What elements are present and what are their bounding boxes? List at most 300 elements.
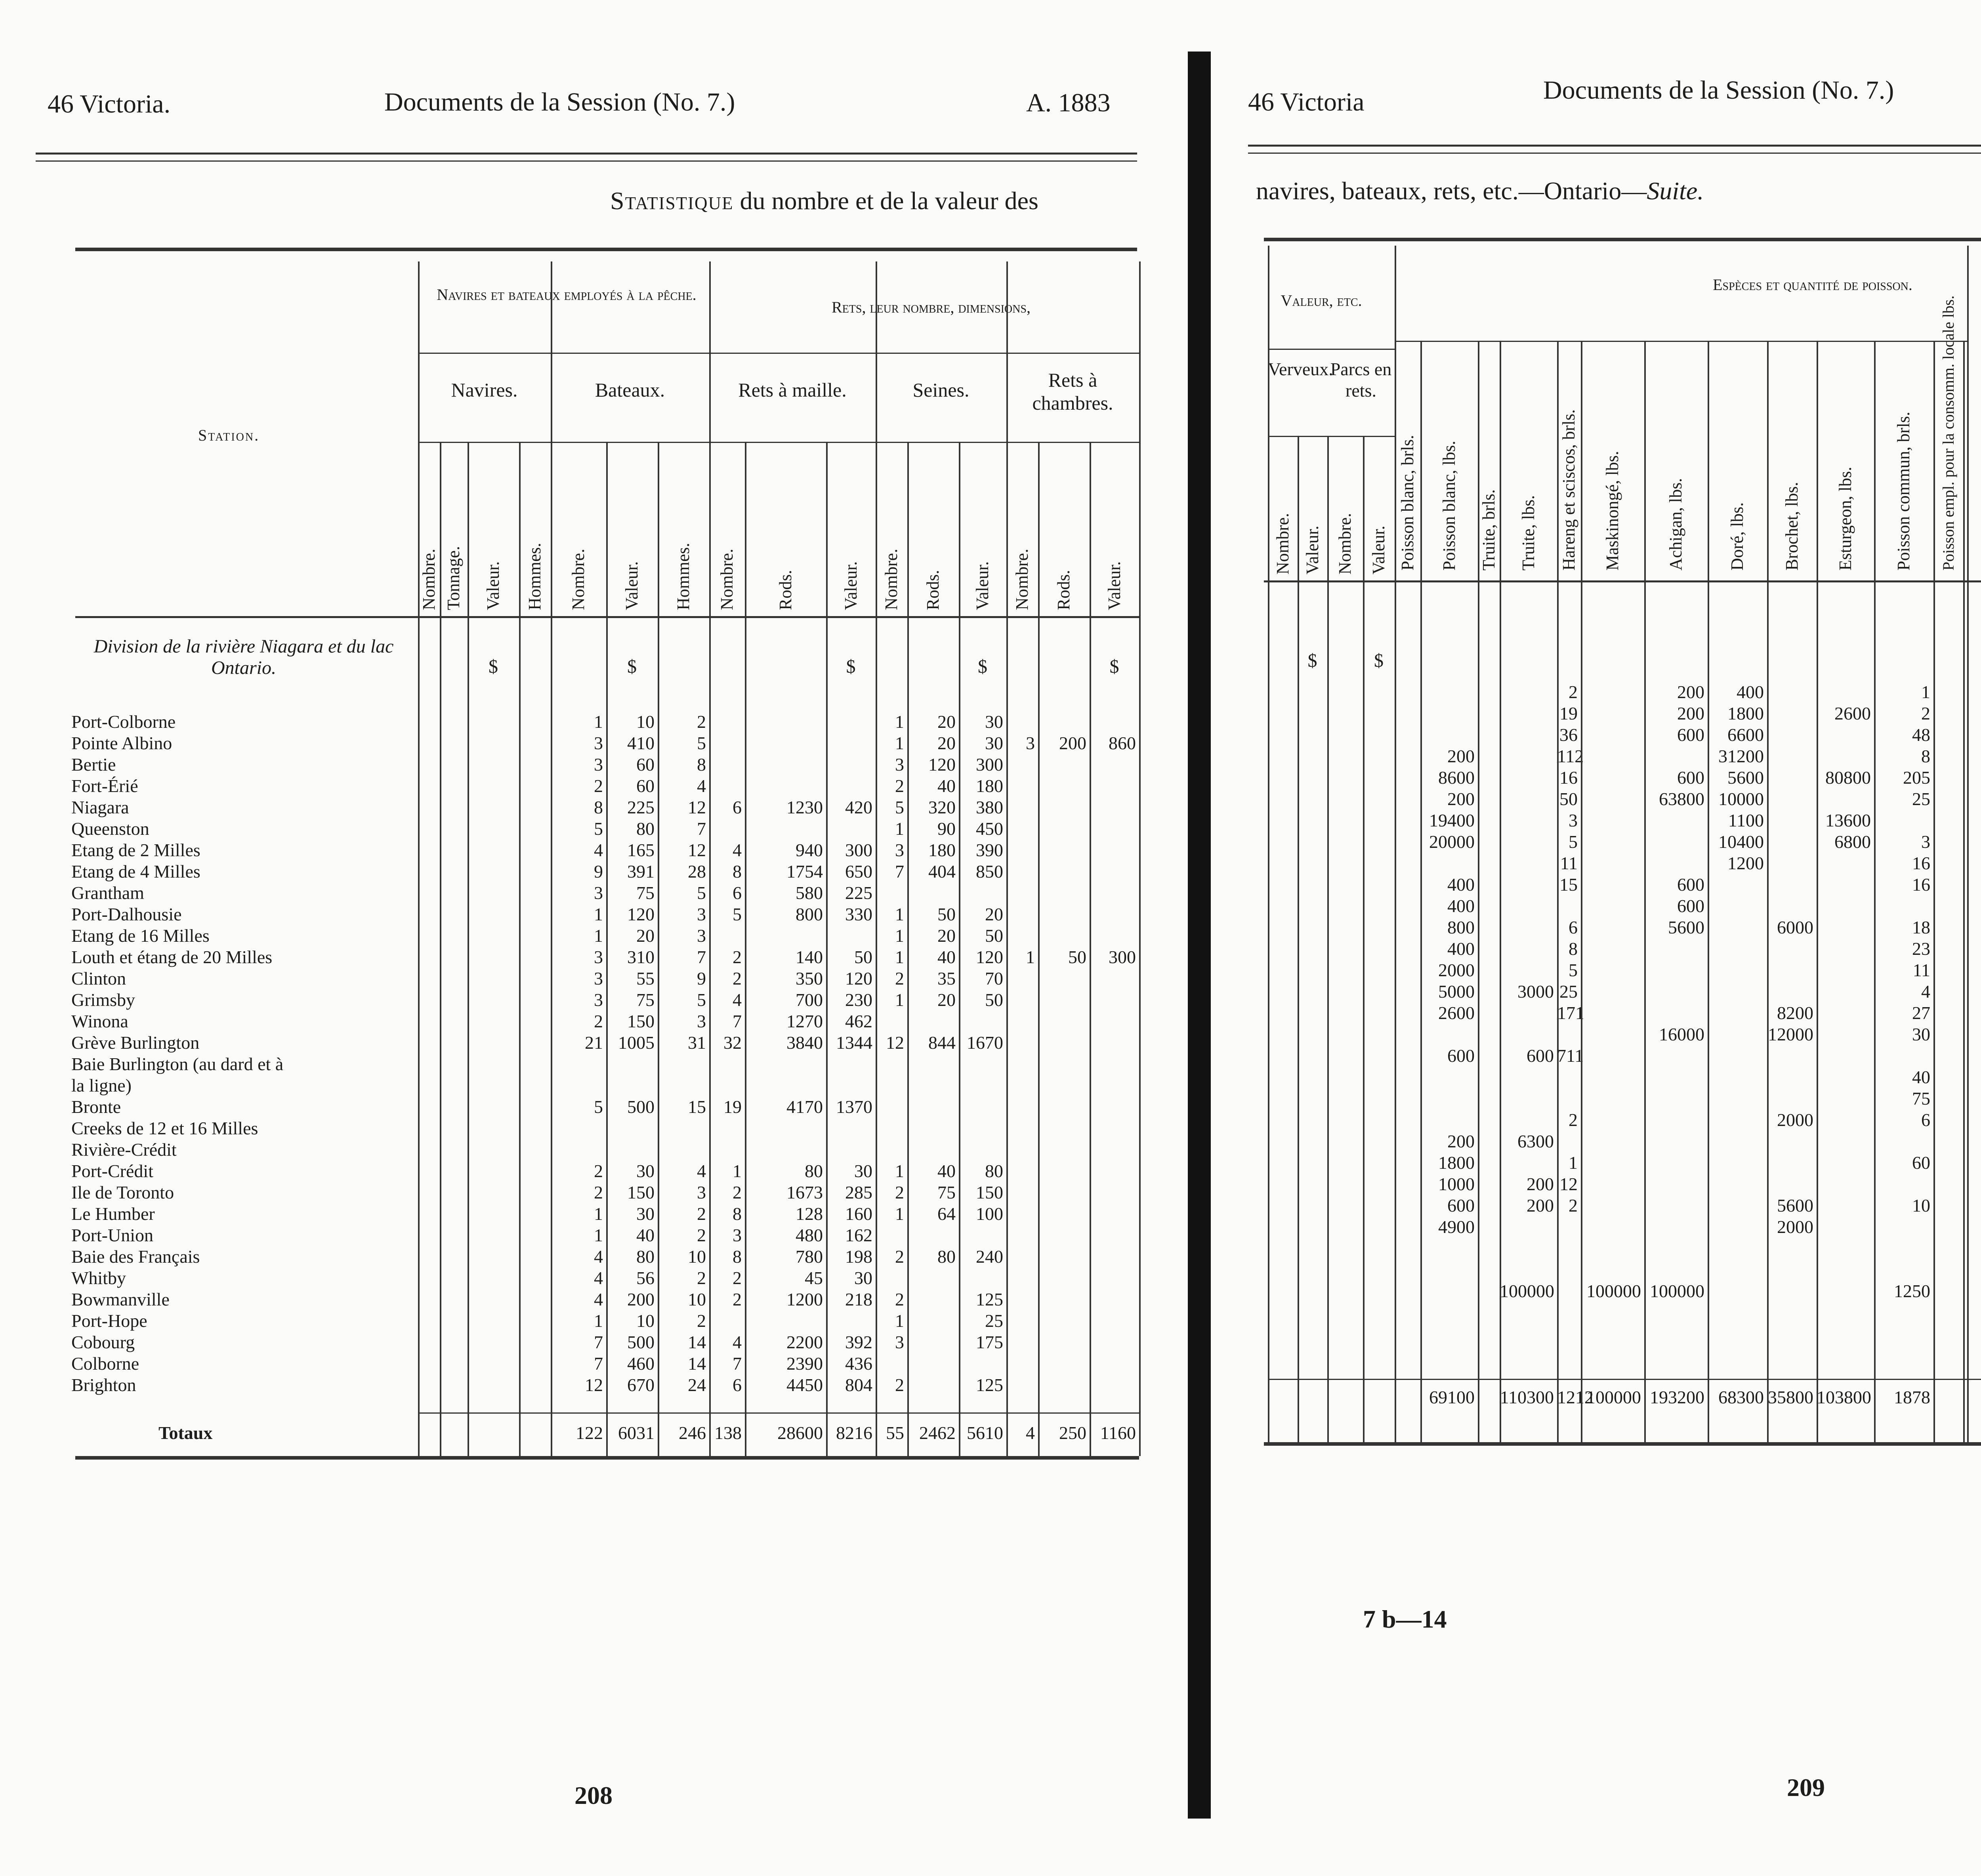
cell-value: 2 [1569, 1195, 1578, 1216]
total-value [1967, 1387, 1981, 1408]
cell-value [1874, 1216, 1930, 1238]
cell-value [1767, 831, 1813, 853]
cell-value [1395, 1281, 1417, 1302]
cell-value [1038, 1118, 1086, 1139]
cell-value [1395, 981, 1417, 1002]
cell-value [1395, 1024, 1417, 1045]
cell-value [418, 1289, 437, 1310]
cell-value [418, 1053, 437, 1075]
cell-value [1478, 1088, 1496, 1109]
cell-value: 15 [688, 1097, 706, 1117]
cell-value [1363, 981, 1391, 1002]
cell-value: 12 [688, 797, 706, 817]
cell-value [1817, 1067, 1871, 1088]
cell-value [1090, 1289, 1136, 1310]
cell-value [1363, 1109, 1391, 1131]
cell-value: 800 [1447, 917, 1475, 937]
group-rule [418, 353, 1139, 354]
cell-value [1006, 1075, 1035, 1096]
cell-value [468, 754, 516, 775]
station-header: Station. [198, 426, 260, 444]
cell-value: 75 [636, 990, 655, 1010]
cell-value: 300 [845, 840, 872, 860]
col-rule [1644, 341, 1646, 1442]
cell-value [1298, 724, 1324, 746]
cell-value [1327, 938, 1360, 960]
cell-value [1090, 882, 1136, 904]
cell-value [1038, 989, 1086, 1011]
cell-value [1644, 1195, 1704, 1216]
cell-value [1933, 746, 1960, 767]
cell-value [418, 1160, 437, 1182]
header-bottom-rule [1264, 580, 1981, 582]
cell-value [1327, 1045, 1360, 1067]
cell-value: 3 [895, 754, 904, 775]
cell-value [1090, 1374, 1136, 1396]
cell-value [1767, 1323, 1813, 1345]
cell-value [440, 904, 464, 925]
cell-value [745, 754, 823, 775]
cell-value [1581, 1302, 1641, 1323]
cell-value: 1 [895, 947, 904, 967]
cell-value [519, 840, 548, 861]
cell-value: 2000 [1777, 1110, 1813, 1130]
cell-value [1767, 703, 1813, 724]
cell-value [1933, 853, 1960, 874]
cell-value [1817, 1259, 1871, 1281]
cell-value [1363, 1002, 1391, 1024]
station-name: Baie des Français [71, 1246, 200, 1267]
cell-value [1933, 1387, 1960, 1408]
cell-value [440, 925, 464, 947]
cell-value [1478, 1259, 1496, 1281]
cell-value [468, 1011, 516, 1032]
cell-value [418, 947, 437, 968]
cell-value [745, 1075, 823, 1096]
station-name: Fort-Érié [71, 776, 138, 796]
cell-value: 150 [976, 1182, 1003, 1202]
running-head-year: A. 1883 [1026, 88, 1111, 117]
cell-value [468, 1374, 516, 1396]
cell-value: 45 [805, 1268, 823, 1288]
cell-value [1038, 968, 1086, 989]
cell-value [440, 1289, 464, 1310]
cell-value [440, 1032, 464, 1053]
column-header: Truite, lbs. [1518, 495, 1538, 571]
cell-value [959, 1139, 1003, 1160]
cell-value: 3 [895, 1332, 904, 1352]
cell-value [1933, 1024, 1960, 1045]
cell-value [826, 754, 872, 775]
cell-value [1500, 703, 1554, 724]
cell-value [1395, 853, 1417, 874]
cell-value: 1 [594, 1311, 603, 1331]
cell-value: 10 [1912, 1195, 1930, 1216]
cell-value: 12 [886, 1032, 904, 1053]
cell-value [745, 818, 823, 840]
station-name: Etang de 2 Milles [71, 840, 200, 860]
cell-value [440, 1374, 464, 1396]
cell-value [418, 1353, 437, 1374]
cell-value: 580 [796, 883, 823, 903]
cell-value [468, 1118, 516, 1139]
cell-value [1500, 1323, 1554, 1345]
cell-value [1708, 1281, 1764, 1302]
dollar-sign: $ [1374, 650, 1384, 671]
station-name: Port-Crédit [71, 1161, 153, 1181]
column-header: Valeur. [483, 561, 503, 610]
cell-value: 11 [1560, 853, 1578, 873]
cell-value [1708, 1067, 1764, 1088]
subgroup-label: Rets à chambres. [1032, 369, 1113, 414]
cell-value: 3 [594, 947, 603, 967]
cell-value [1395, 703, 1417, 724]
cell-value [1090, 1310, 1136, 1332]
cell-value [440, 1053, 464, 1075]
cell-value [1006, 882, 1035, 904]
cell-value [468, 1182, 516, 1203]
cell-value [959, 1353, 1003, 1374]
running-head-title: Documents de la Session (No. 7.) [1543, 76, 1894, 105]
cell-value [1038, 1246, 1086, 1267]
cell-value [1327, 1302, 1360, 1323]
cell-value [519, 711, 548, 733]
cell-value [1038, 904, 1086, 925]
cell-value: 225 [627, 797, 655, 817]
cell-value: 500 [627, 1097, 655, 1117]
cell-value [709, 711, 742, 733]
cell-value [1708, 1002, 1764, 1024]
cell-value: 2 [1921, 703, 1930, 723]
cell-value [1006, 1374, 1035, 1396]
cell-value [1038, 1353, 1086, 1374]
page-number-right: 209 [1787, 1773, 1825, 1802]
cell-value [876, 882, 904, 904]
cell-value: 198 [845, 1246, 872, 1267]
cell-value: 2462 [919, 1423, 956, 1443]
cell-value [1006, 818, 1035, 840]
cell-value: 1 [594, 712, 603, 732]
cell-value [1006, 1225, 1035, 1246]
cell-value [1363, 1088, 1391, 1109]
cell-value: 2 [1569, 682, 1578, 702]
cell-value [1327, 1131, 1360, 1152]
cell-value: 8216 [836, 1423, 872, 1443]
cell-value [1090, 797, 1136, 818]
cell-value: 2 [733, 1182, 742, 1202]
cell-value [1478, 981, 1496, 1002]
cell-value: 128 [796, 1204, 823, 1224]
cell-value: 205 [1903, 767, 1930, 788]
column-header: Poisson empl. pour la consomm. locale lbs. [1939, 295, 1957, 571]
cell-value: 8 [697, 754, 706, 775]
cell-value [1708, 1259, 1764, 1281]
cell-value [1327, 874, 1360, 895]
cell-value: 2600 [1438, 1003, 1475, 1023]
cell-value: 40 [937, 947, 956, 967]
cell-value [1006, 1310, 1035, 1332]
station-name: Queenston [71, 819, 149, 839]
cell-value [440, 1310, 464, 1332]
cell-value [1268, 703, 1294, 724]
cell-value: 1754 [786, 861, 823, 882]
cell-value [1006, 1246, 1035, 1267]
column-header: Poisson blanc, brls. [1397, 435, 1417, 571]
cell-value [519, 904, 548, 925]
cell-value [1038, 1310, 1086, 1332]
col-rule [440, 442, 441, 1456]
cell-value: 10 [636, 712, 655, 732]
cell-value [1006, 797, 1035, 818]
cell-value [1363, 703, 1391, 724]
station-name: Etang de 16 Milles [71, 926, 210, 946]
cell-value [440, 1182, 464, 1203]
cell-value: 392 [845, 1332, 872, 1352]
column-header: Rods. [775, 570, 795, 610]
cell-value: 436 [845, 1353, 872, 1374]
cell-value: 5 [895, 797, 904, 817]
cell-value [1090, 1011, 1136, 1032]
cell-value [1268, 938, 1294, 960]
cell-value [1708, 917, 1764, 938]
cell-value [1298, 788, 1324, 810]
cell-value [519, 1032, 548, 1053]
cell-value [1933, 1281, 1960, 1302]
cell-value [1298, 1152, 1324, 1174]
cell-value [1038, 1289, 1086, 1310]
cell-value: 390 [976, 840, 1003, 860]
cell-value [1557, 1281, 1578, 1302]
cell-value [1268, 917, 1294, 938]
cell-value: 1 [594, 1204, 603, 1224]
cell-value [1090, 1225, 1136, 1246]
cell-value: 200 [1447, 1131, 1475, 1151]
cell-value [1644, 1045, 1704, 1067]
cell-value [709, 1053, 742, 1075]
cell-value [440, 733, 464, 754]
cell-value [1395, 1259, 1417, 1281]
cell-value [1500, 1002, 1554, 1024]
cell-value [418, 1267, 437, 1289]
cell-value [1038, 1096, 1086, 1118]
subgroup-label: Verveux. [1268, 359, 1333, 379]
cell-value: 10 [688, 1289, 706, 1309]
cell-value: 6000 [1777, 917, 1813, 937]
cell-value [418, 733, 437, 754]
cell-value [1644, 1152, 1704, 1174]
cell-value [1038, 1160, 1086, 1182]
cell-value [1420, 724, 1475, 746]
cell-value [1767, 1045, 1813, 1067]
col-rule [658, 442, 659, 1456]
total-value [1967, 681, 1981, 703]
cell-value: 1 [895, 990, 904, 1010]
cell-value: 103800 [1817, 1387, 1871, 1407]
cell-value [1038, 840, 1086, 861]
cell-value: 1 [895, 1311, 904, 1331]
cell-value: 120 [928, 754, 956, 775]
cell-value [1006, 1267, 1035, 1289]
cell-value [1090, 1032, 1136, 1053]
cell-value [1708, 1345, 1764, 1366]
cell-value: 410 [627, 733, 655, 753]
cell-value [1557, 1323, 1578, 1345]
cell-value: 5000 [1438, 981, 1475, 1002]
subgroup-label: Rets à maille. [738, 379, 847, 401]
cell-value: 6300 [1517, 1131, 1554, 1151]
cell-value [418, 1374, 437, 1396]
cell-value [1817, 938, 1871, 960]
cell-value [468, 1053, 516, 1075]
cell-value [709, 733, 742, 754]
cell-value [1817, 681, 1871, 703]
cell-value [468, 1139, 516, 1160]
cell-value [1478, 1045, 1496, 1067]
cell-value: 80800 [1825, 767, 1871, 788]
cell-value [1363, 681, 1391, 703]
column-header: Nombre. [1012, 548, 1032, 610]
cell-value [1363, 1216, 1391, 1238]
cell-value [418, 1203, 437, 1225]
table-top-rule [75, 248, 1137, 251]
cell-value [1038, 1267, 1086, 1289]
cell-value [418, 1139, 437, 1160]
cell-value: 400 [1447, 896, 1475, 916]
cell-value [1298, 938, 1324, 960]
cell-value: 246 [679, 1423, 706, 1443]
cell-value [1478, 917, 1496, 938]
cell-value [468, 1075, 516, 1096]
column-header: Hareng et sciscos, brls. [1559, 409, 1578, 571]
cell-value [1767, 1281, 1813, 1302]
cell-value [1298, 767, 1324, 788]
cell-value [1298, 1238, 1324, 1259]
cell-value [1478, 1302, 1496, 1323]
cell-value [1298, 1024, 1324, 1045]
cell-value [1581, 1002, 1641, 1024]
cell-value [709, 1139, 742, 1160]
cell-value [440, 947, 464, 968]
cell-value: 7 [697, 947, 706, 967]
cell-value [1298, 681, 1324, 703]
cell-value [745, 733, 823, 754]
cell-value [519, 1267, 548, 1289]
cell-value [1298, 1216, 1324, 1238]
cell-value [1268, 1345, 1294, 1366]
cell-value [1395, 810, 1417, 831]
cell-value [418, 754, 437, 775]
cell-value: 940 [796, 840, 823, 860]
cell-value: 860 [1109, 733, 1136, 753]
cell-value [1581, 788, 1641, 810]
cell-value [1298, 1131, 1324, 1152]
cell-value [1327, 960, 1360, 981]
cell-value [1767, 938, 1813, 960]
col-rule [1874, 341, 1876, 1442]
cell-value: 162 [845, 1225, 872, 1245]
cell-value [551, 1075, 603, 1096]
total-value [1967, 724, 1981, 746]
total-value [1967, 1216, 1981, 1238]
cell-value [1395, 746, 1417, 767]
cell-value [1581, 703, 1641, 724]
cell-value [418, 711, 437, 733]
cell-value [440, 711, 464, 733]
cell-value: 225 [845, 883, 872, 903]
cell-value [519, 1246, 548, 1267]
cell-value [1644, 1259, 1704, 1281]
cell-value [1090, 1246, 1136, 1267]
cell-value [826, 1053, 872, 1075]
cell-value [468, 1422, 516, 1444]
total-value [1967, 1152, 1981, 1174]
cell-value [519, 947, 548, 968]
cell-value: 2 [697, 1311, 706, 1331]
station-name: Bronte [71, 1097, 121, 1117]
cell-value [1038, 1139, 1086, 1160]
cell-value [1268, 1387, 1294, 1408]
cell-value: 2 [895, 1182, 904, 1202]
cell-value [1038, 1032, 1086, 1053]
cell-value [418, 968, 437, 989]
cell-value [1038, 797, 1086, 818]
cell-value [418, 775, 437, 797]
cell-value: 7 [733, 1011, 742, 1031]
cell-value [1478, 1174, 1496, 1195]
cell-value [709, 754, 742, 775]
cell-value: 60 [636, 754, 655, 775]
running-head-session: 46 Victoria [1248, 88, 1365, 116]
cell-value [1478, 1216, 1496, 1238]
subgroup-label: Bateaux. [595, 379, 665, 401]
cell-value [1478, 1281, 1496, 1302]
cell-value: 30 [985, 733, 1003, 753]
cell-value: 19 [1559, 703, 1578, 723]
cell-value: 3 [1921, 832, 1930, 852]
cell-value [1767, 810, 1813, 831]
cell-value: 480 [796, 1225, 823, 1245]
cell-value [1933, 1067, 1960, 1088]
cell-value: 175 [976, 1332, 1003, 1352]
cell-value [1644, 938, 1704, 960]
dollar-sign: $ [1307, 650, 1317, 671]
cell-value [1817, 1045, 1871, 1067]
cell-value [1708, 1109, 1764, 1131]
total-value [1967, 1024, 1981, 1045]
cell-value: 600 [1677, 767, 1704, 788]
cell-value [658, 1075, 706, 1096]
cell-value [1933, 703, 1960, 724]
cell-value [1500, 1238, 1554, 1259]
cell-value [1478, 724, 1496, 746]
cell-value [1767, 746, 1813, 767]
col-rule [907, 442, 909, 1456]
cell-value: 1 [1921, 682, 1930, 702]
cell-value [1038, 1075, 1086, 1096]
cell-value [519, 925, 548, 947]
cell-value [1933, 938, 1960, 960]
column-header: Valeur. [1302, 525, 1322, 574]
cell-value: 711 [1557, 1046, 1584, 1066]
station-name: Le Humber [71, 1204, 155, 1224]
cell-value [1767, 1302, 1813, 1323]
cell-value: 4 [1921, 981, 1930, 1002]
cell-value [1874, 1259, 1930, 1281]
cell-value: 5 [1569, 832, 1578, 852]
station-name: Louth et étang de 20 Milles [71, 947, 273, 967]
cell-value [1478, 1238, 1496, 1259]
station-name: Rivière-Crédit [71, 1139, 177, 1160]
